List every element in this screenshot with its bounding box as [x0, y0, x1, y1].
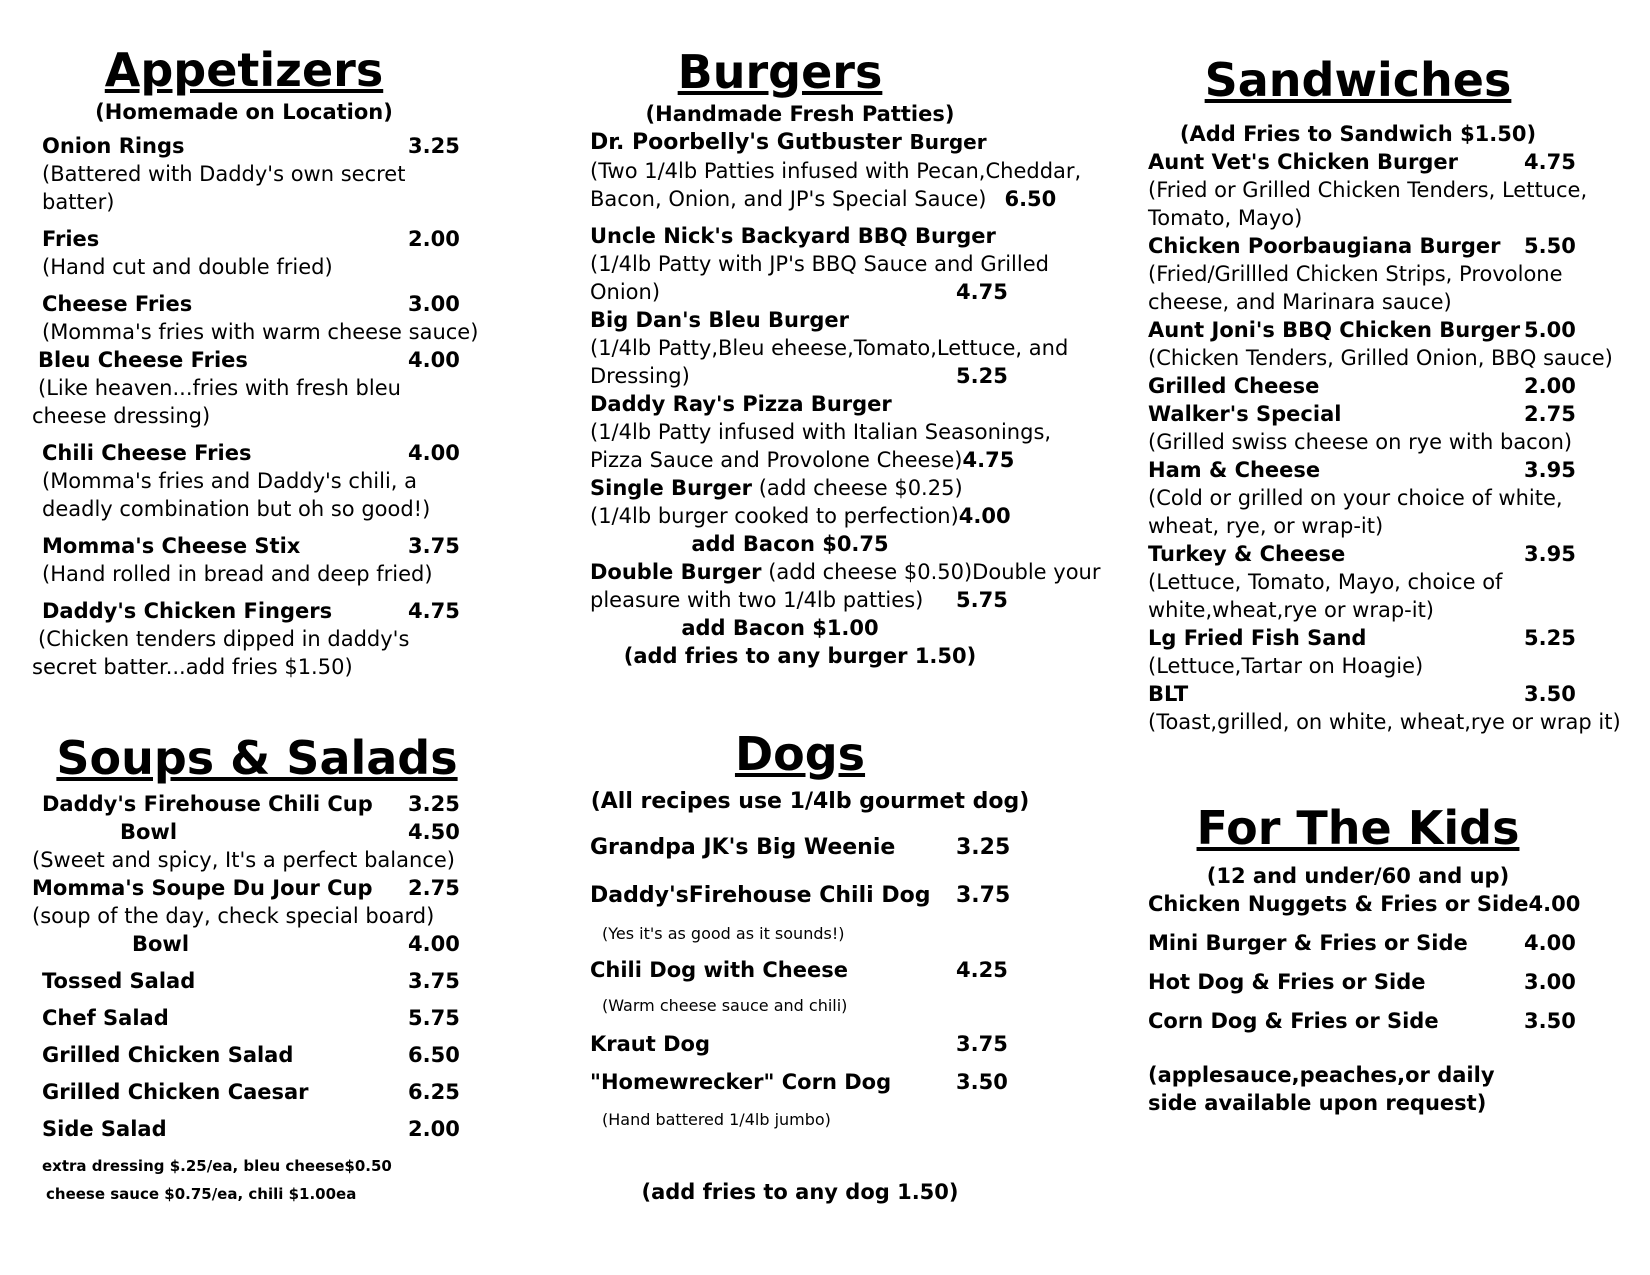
extras-note: cheese sauce $0.75/ea, chili $1.00ea: [46, 1185, 357, 1203]
menu-item: [1148, 968, 1588, 996]
item-note: (add cheese $0.50)Double your: [768, 560, 1101, 584]
item-desc: Onion): [590, 280, 661, 304]
item-price: 3.50: [956, 1070, 1008, 1094]
kids-title: For The Kids: [1196, 801, 1520, 855]
item-name: Mini Burger & Fries or Side: [1148, 931, 1468, 955]
item-price: 4.00: [958, 504, 1011, 528]
item-desc: (Chicken Tenders, Grilled Onion, BBQ sauce): [1148, 346, 1613, 370]
item-name: Grilled Cheese: [1148, 374, 1320, 398]
item-desc: (Battered with Daddy's own secret batter): [42, 162, 406, 214]
item-name: Walker's Special: [1148, 402, 1342, 426]
item-desc: (Cold or grilled on your choice of white, wheat, rye, or wrap-it): [1148, 486, 1563, 538]
item-name: BLT: [1148, 682, 1189, 706]
item-desc: (Momma's fries with warm cheese sauce): [42, 320, 479, 344]
menu-item: [590, 956, 1020, 984]
menu-item: [590, 474, 1090, 558]
menu-item: [1148, 540, 1618, 624]
item-desc: (Momma's fries and Daddy's chili, a deadly combination but oh so good!): [42, 469, 431, 521]
item-name: Corn Dog & Fries or Side: [1148, 1009, 1439, 1033]
item-name: Kraut Dog: [590, 1032, 710, 1056]
soups-salads-section: [32, 730, 482, 1208]
item-desc: (Fried or Grilled Chicken Tenders, Lettuce, Tomato, Mayo): [1148, 178, 1588, 230]
item-desc-line: [590, 185, 1090, 213]
menu-item: [32, 290, 482, 346]
item-desc: Dressing): [590, 364, 690, 388]
burgers-title: Burgers: [677, 45, 883, 99]
item-name: Daddy's Firehouse Chili Cup: [42, 792, 373, 816]
item-name: Grilled Chicken Salad: [42, 1043, 294, 1067]
sandwiches-section: [1148, 52, 1621, 736]
item-name-suffix: Burger: [909, 130, 987, 154]
item-desc-line: [590, 586, 1020, 614]
item-name: Turkey & Cheese: [1148, 542, 1346, 566]
item-name: Bowl: [120, 820, 178, 844]
item-price: 4.00: [1528, 892, 1581, 916]
menu-item: [32, 597, 482, 681]
item-desc: (1/4lb burger cooked to perfection): [590, 504, 959, 528]
menu-item: [590, 1068, 1020, 1096]
item-name: Bleu Cheese Fries: [38, 348, 248, 372]
item-desc: (Chicken tenders dipped in daddy's secret batter...add fries $1.50): [32, 627, 410, 679]
item-name: Bowl: [132, 932, 190, 956]
item-price: 4.50: [408, 820, 460, 844]
menu-item: [1148, 316, 1618, 372]
menu-item: [1148, 890, 1588, 918]
item-price: 4.00: [408, 348, 460, 372]
item-name: Momma's Soupe Du Jour Cup: [32, 876, 373, 900]
item-price: 3.50: [1524, 682, 1576, 706]
dogs-title: Dogs: [734, 727, 866, 781]
item-desc: (1/4lb Patty,Bleu eheese,Tomato,Lettuce, and: [590, 336, 1069, 360]
item-name: Uncle Nick's Backyard BBQ Burger: [590, 224, 996, 248]
menu-item: [1148, 624, 1618, 680]
item-name: Lg Fried Fish Sand: [1148, 626, 1367, 650]
item-name: Daddy's Chicken Fingers: [42, 599, 333, 623]
item-desc: pleasure with two 1/4lb patties): [590, 588, 924, 612]
item-price: 6.50: [1004, 187, 1057, 211]
item-desc: (Fried/Grillled Chicken Strips, Provolone cheese, and Marinara sauce): [1148, 262, 1563, 314]
menu-item: [590, 882, 1020, 910]
menu-item: [1148, 232, 1618, 316]
item-price: 4.75: [408, 599, 460, 623]
item-name: Chicken Nuggets & Fries or Side: [1148, 892, 1529, 916]
item-price: 4.25: [956, 958, 1008, 982]
item-name: Cheese Fries: [42, 292, 193, 316]
item-price: 4.75: [1524, 150, 1576, 174]
menu-item: [590, 558, 1101, 642]
extras-note: extra dressing $.25/ea, bleu cheese$0.50: [42, 1157, 392, 1175]
bacon-addon: add Bacon $1.00: [681, 616, 879, 640]
item-desc: (Grilled swiss cheese on rye with bacon): [1148, 430, 1573, 454]
menu-item: [1148, 148, 1618, 232]
menu-item: [590, 1030, 1020, 1058]
menu-item: [32, 346, 482, 430]
menu-item: [1148, 680, 1621, 736]
item-name: Single Burger: [590, 476, 753, 500]
item-desc: (1/4lb Patty with JP's BBQ Sauce and Grilled: [590, 252, 1049, 276]
item-desc: (Two 1/4lb Patties infused with Pecan,Cheddar,: [590, 159, 1082, 183]
item-price: 4.00: [408, 441, 460, 465]
menu-item: [32, 532, 482, 588]
dogs-section: [590, 726, 1050, 1206]
item-price: 2.00: [1524, 374, 1576, 398]
burgers-subtitle: (Handmade Fresh Patties): [645, 102, 955, 126]
item-price: 3.25: [956, 835, 1011, 860]
item-name: Chicken Poorbaugiana Burger: [1148, 234, 1501, 258]
menu-item: [32, 818, 472, 846]
appetizers-title: Appetizers: [104, 43, 384, 97]
item-price: 5.50: [1524, 234, 1576, 258]
item-price: 6.25: [408, 1080, 460, 1104]
item-price: 3.75: [956, 1032, 1008, 1056]
menu-item: [32, 930, 472, 958]
item-desc-line: [590, 362, 1020, 390]
menu-item: [32, 790, 472, 818]
item-desc: (Hand cut and double fried): [42, 255, 333, 279]
item-name: "Homewrecker" Corn Dog: [590, 1070, 892, 1094]
menu-item: [1148, 1007, 1588, 1035]
item-price: 6.50: [408, 1043, 460, 1067]
item-price: 4.00: [1524, 931, 1576, 955]
menu-item: [1148, 929, 1588, 957]
item-desc: (1/4lb Patty infused with Italian Seasonings,: [590, 420, 1052, 444]
menu-item: [590, 390, 1090, 474]
item-price: 3.75: [956, 883, 1011, 908]
menu-item: [32, 1004, 472, 1032]
item-desc: Pizza Sauce and Provolone Cheese): [590, 448, 963, 472]
item-name: Aunt Joni's BBQ Chicken Burger: [1148, 318, 1521, 342]
item-price: 3.25: [408, 134, 460, 158]
item-desc: (Hand rolled in bread and deep fried): [42, 562, 433, 586]
menu-item: [590, 222, 1090, 306]
item-price: 3.25: [408, 792, 460, 816]
sandwiches-title: Sandwiches: [1204, 53, 1512, 107]
menu-item: [590, 834, 1020, 862]
item-name: Double Burger: [590, 560, 762, 584]
item-note: (add cheese $0.25): [758, 476, 963, 500]
item-desc: (Like heaven...fries with fresh bleu cheese dressing): [32, 376, 401, 428]
item-price: 2.00: [408, 1117, 460, 1141]
appetizers-subtitle: (Homemade on Location): [95, 100, 393, 124]
item-name: Grandpa JK's Big Weenie: [590, 835, 896, 860]
item-price: 4.75: [962, 448, 1015, 472]
sandwiches-subtitle: (Add Fries to Sandwich $1.50): [1179, 122, 1537, 146]
item-name: Daddy Ray's Pizza Burger: [590, 392, 892, 416]
burgers-section: [590, 44, 1101, 670]
item-desc: (Lettuce, Tomato, Mayo, choice of white,wheat,rye or wrap-it): [1148, 570, 1503, 622]
item-price: 2.75: [1524, 402, 1576, 426]
menu-item: [32, 874, 472, 902]
burger-fries-note: (add fries to any burger 1.50): [623, 644, 977, 668]
item-price: 5.25: [1524, 626, 1576, 650]
item-name: Big Dan's Bleu Burger: [590, 308, 849, 332]
item-name: Daddy'sFirehouse Chili Dog: [590, 883, 931, 908]
kids-section: [1148, 800, 1618, 1117]
appetizers-section: [32, 42, 482, 681]
item-desc: (Sweet and spicy, It's a perfect balance): [32, 848, 455, 872]
item-price: 5.00: [1524, 318, 1576, 342]
item-name: Fries: [42, 227, 100, 251]
bacon-addon: add Bacon $0.75: [691, 532, 889, 556]
item-price: 3.00: [1524, 970, 1576, 994]
item-desc: (Warm cheese sauce and chili): [602, 996, 848, 1015]
dog-fries-note: (add fries to any dog 1.50): [641, 1180, 959, 1204]
item-price: 4.00: [408, 932, 460, 956]
item-name: Hot Dog & Fries or Side: [1148, 970, 1426, 994]
menu-item: [1148, 456, 1618, 540]
menu-item: [32, 1115, 472, 1143]
item-price: 2.00: [408, 227, 460, 251]
item-desc: (soup of the day, check special board): [32, 904, 435, 928]
item-name: Chili Dog with Cheese: [590, 958, 848, 982]
menu-item: [32, 132, 482, 216]
menu-item: [1148, 400, 1618, 456]
item-price: 3.95: [1524, 458, 1576, 482]
item-desc-line: [590, 278, 1020, 306]
item-price: 3.50: [1524, 1009, 1576, 1033]
item-desc: (Hand battered 1/4lb jumbo): [602, 1110, 831, 1129]
item-price: 4.75: [956, 280, 1008, 304]
dogs-subtitle: (All recipes use 1/4lb gourmet dog): [590, 789, 1030, 814]
item-name: Ham & Cheese: [1148, 458, 1321, 482]
menu-item: [32, 1078, 472, 1106]
item-price: 2.75: [408, 876, 460, 900]
soups-salads-title: Soups & Salads: [56, 731, 458, 785]
menu-item: [590, 128, 1090, 213]
item-name: Grilled Chicken Caesar: [42, 1080, 309, 1104]
item-price: 5.25: [956, 364, 1008, 388]
item-name: Onion Rings: [42, 134, 185, 158]
item-desc: (Yes it's as good as it sounds!): [602, 924, 845, 943]
kids-side-note: (applesauce,peaches,or daily side available upon request): [1148, 1063, 1495, 1115]
menu-item: [32, 439, 482, 523]
item-name: Side Salad: [42, 1117, 167, 1141]
item-name: Chef Salad: [42, 1006, 169, 1030]
item-price: 3.95: [1524, 542, 1576, 566]
item-name: Momma's Cheese Stix: [42, 534, 301, 558]
menu-item: [32, 967, 472, 995]
kids-subtitle: (12 and under/60 and up): [1206, 864, 1510, 888]
item-price: 3.75: [408, 969, 460, 993]
item-name: Dr. Poorbelly's Gutbuster: [590, 130, 902, 155]
item-desc: (Lettuce,Tartar on Hoagie): [1148, 654, 1424, 678]
item-price: 5.75: [956, 588, 1008, 612]
item-price: 3.00: [408, 292, 460, 316]
menu-item: [1148, 372, 1588, 400]
item-price: 3.75: [408, 534, 460, 558]
item-desc-line: [590, 502, 1020, 530]
item-desc: Bacon, Onion, and JP's Special Sauce): [590, 187, 987, 211]
menu-item: [32, 225, 482, 281]
item-desc-line: [590, 446, 1020, 474]
item-name: Chili Cheese Fries: [42, 441, 252, 465]
menu-item: [32, 1041, 472, 1069]
item-name: Tossed Salad: [42, 969, 196, 993]
item-desc: (Toast,grilled, on white, wheat,rye or wrap it): [1148, 710, 1621, 734]
item-price: 5.75: [408, 1006, 460, 1030]
item-name: Aunt Vet's Chicken Burger: [1148, 150, 1458, 174]
menu-item: [590, 306, 1090, 390]
